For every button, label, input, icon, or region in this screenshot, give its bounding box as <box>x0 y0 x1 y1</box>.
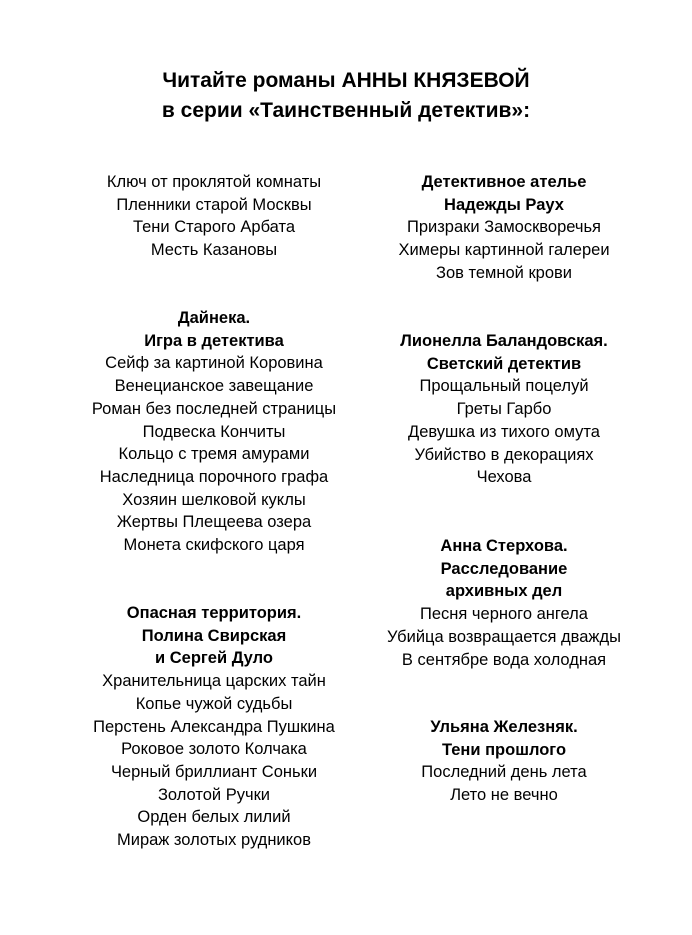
book-title: Призраки Замоскворечья <box>406 218 601 237</box>
book-title: Мираж золотых рудников <box>116 831 311 850</box>
book-title: Перстень Александра Пушкина <box>93 717 335 736</box>
book-title: Лето не вечно <box>450 786 558 805</box>
book-title: Черный бриллиант Соньки <box>110 762 318 781</box>
series-heading: Светский детектив <box>426 354 582 373</box>
series-detective-atelier <box>354 171 654 285</box>
series-anna-sterkhova <box>354 535 654 671</box>
series-heading: Опасная территория. <box>126 604 302 622</box>
series-heading: Полина Свирская <box>141 626 287 645</box>
book-title: Жертвы Плещеева озера <box>116 513 312 532</box>
series-heading: Детективное ателье <box>421 173 587 191</box>
series-heading: Тени прошлого <box>441 740 567 759</box>
series-heading: Расследование <box>440 559 568 578</box>
book-title: Греты Гарбо <box>456 400 552 419</box>
book-title: Убийство в декорациях <box>414 445 594 464</box>
book-title: Убийца возвращается дважды <box>387 627 621 646</box>
series-heading: Анна Стерхова. <box>440 537 568 555</box>
book-title: Хозяин шелковой куклы <box>122 490 306 509</box>
book-title: Месть Казановы <box>150 241 278 260</box>
series-standalone <box>64 171 364 262</box>
page-title <box>0 66 692 126</box>
series-lionella <box>354 330 654 489</box>
book-title: Роман без последней страницы <box>91 399 337 418</box>
series-heading: Дайнека. <box>177 309 251 327</box>
book-title: Орден белых лилий <box>137 808 291 827</box>
book-title: Подвеска Кончиты <box>142 422 286 441</box>
book-title: Девушка из тихого омута <box>408 422 600 441</box>
book-title: Ключ от проклятой комнаты <box>106 173 322 191</box>
book-title: Копье чужой судьбы <box>135 694 293 713</box>
series-heading: и Сергей Дуло <box>155 649 273 668</box>
book-title: Хранительница царских тайн <box>102 672 326 691</box>
series-heading: Игра в детектива <box>144 331 284 350</box>
book-title: Роковое золото Колчака <box>121 740 307 759</box>
book-title: Химеры картинной галереи <box>398 241 610 260</box>
page-title-line-2: в серии «Таинственный детектив»: <box>161 99 531 122</box>
series-heading: Лионелла Баландовская. <box>400 332 608 350</box>
book-title: Последний день лета <box>421 763 587 782</box>
book-title: Золотой Ручки <box>157 785 271 804</box>
book-title: Кольцо с тремя амурами <box>118 445 310 464</box>
book-title: Зов темной крови <box>435 263 573 282</box>
book-title: Наследница порочного графа <box>99 467 329 486</box>
page-title-line-1: Читайте романы АННЫ КНЯЗЕВОЙ <box>162 69 530 92</box>
book-title: Чехова <box>476 468 532 487</box>
book-title: Песня черного ангела <box>420 605 588 624</box>
book-title: Прощальный поцелуй <box>419 377 589 396</box>
book-title: В сентябре вода холодная <box>401 650 607 669</box>
series-dayneka <box>64 307 364 557</box>
series-heading: Надежды Раух <box>444 195 564 214</box>
book-title: Венецианское завещание <box>114 377 314 396</box>
book-title: Монета скифского царя <box>123 536 305 555</box>
book-title: Пленники старой Москвы <box>116 195 312 214</box>
series-dangerous-territory <box>64 602 364 852</box>
book-title: Сейф за картиной Коровина <box>105 354 323 373</box>
series-heading: архивных дел <box>445 582 563 601</box>
book-title: Тени Старого Арбата <box>132 218 296 237</box>
series-heading: Ульяна Железняк. <box>430 718 578 736</box>
series-ulyana-zheleznyak <box>354 716 654 807</box>
